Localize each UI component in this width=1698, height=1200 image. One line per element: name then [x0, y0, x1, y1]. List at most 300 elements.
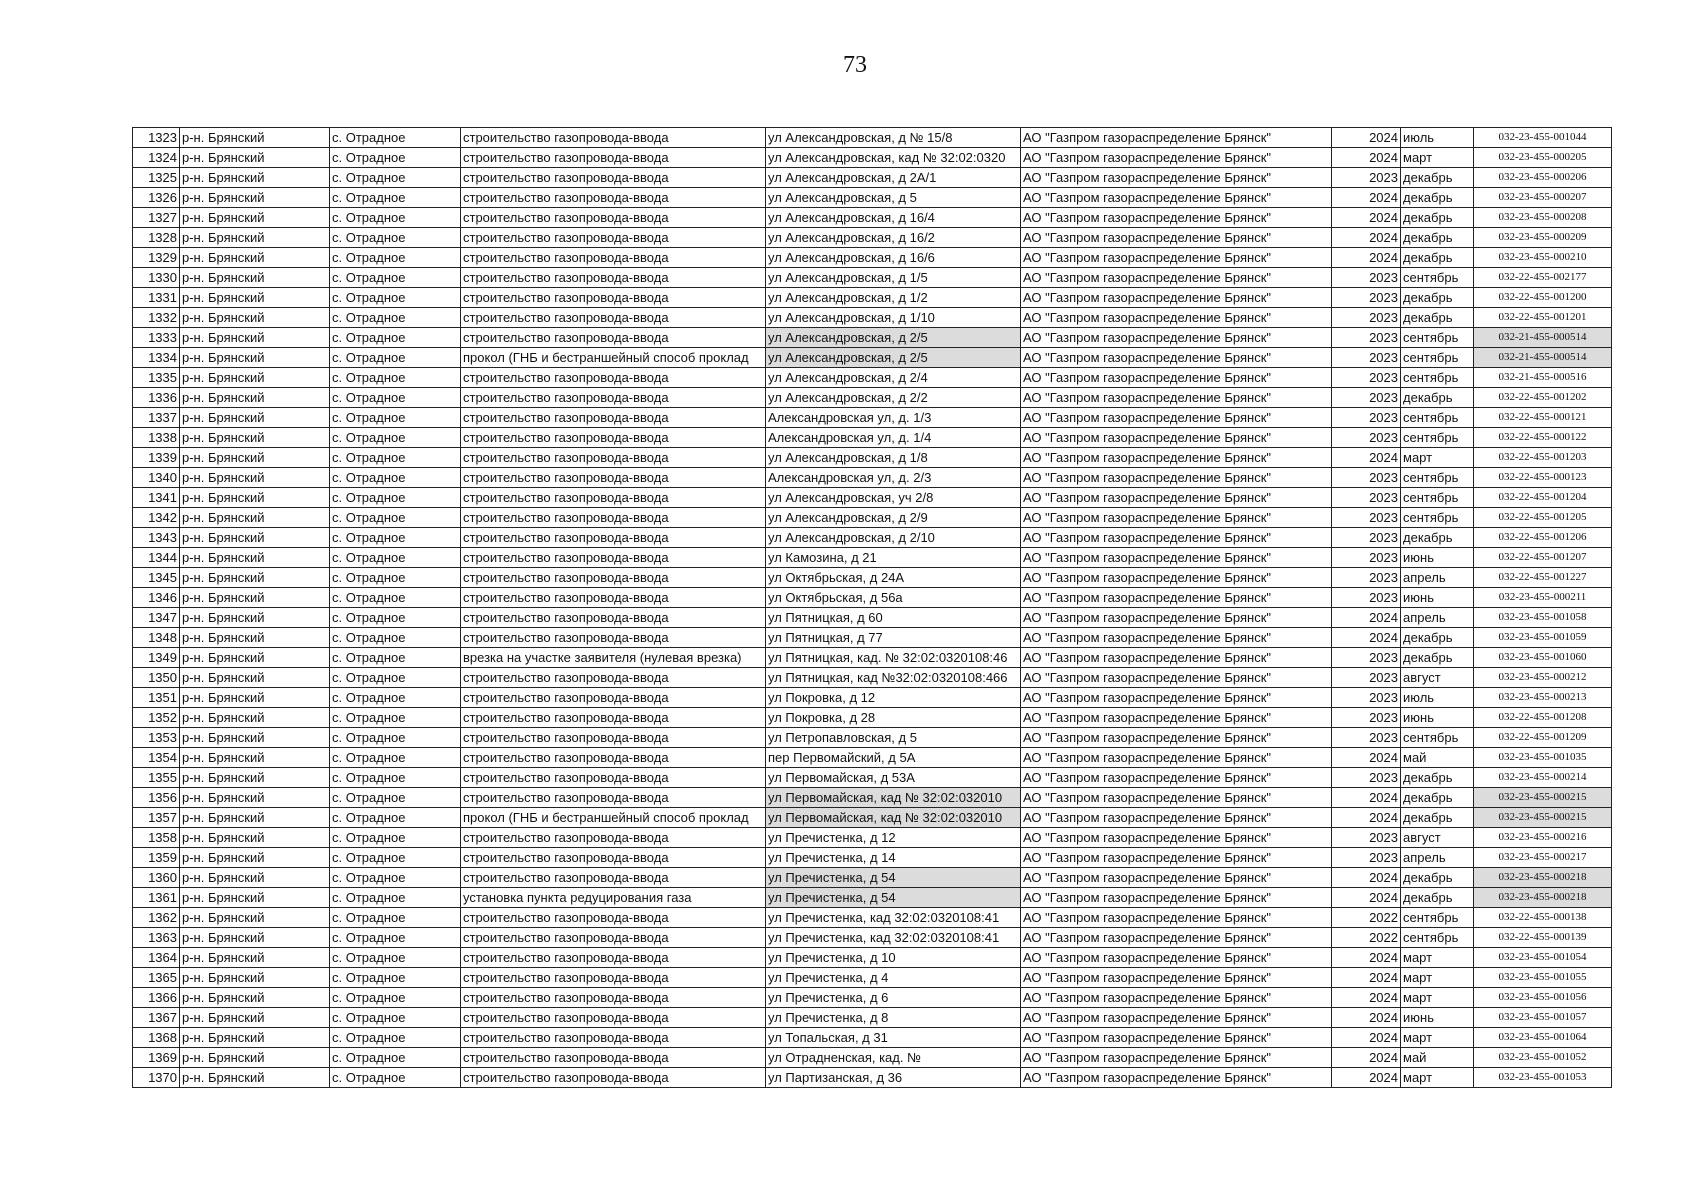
table-row: [133, 988, 1612, 1008]
cell-code: 032-22-455-001200: [1474, 288, 1612, 308]
cell-code: 032-23-455-001054: [1474, 948, 1612, 968]
cell-district: р-н. Брянский: [180, 1028, 330, 1048]
cell-month: декабрь: [1401, 648, 1474, 668]
cell-work: строительство газопровода-ввода: [461, 328, 766, 348]
cell-locality: с. Отрадное: [330, 888, 461, 908]
cell-district: р-н. Брянский: [180, 348, 330, 368]
cell-district: р-н. Брянский: [180, 768, 330, 788]
cell-locality: с. Отрадное: [330, 548, 461, 568]
cell-locality: с. Отрадное: [330, 908, 461, 928]
table-row: [133, 648, 1612, 668]
cell-num: 1339: [133, 448, 180, 468]
cell-work: строительство газопровода-ввода: [461, 748, 766, 768]
cell-address: ул Пречистенка, кад 32:02:0320108:41: [766, 928, 1021, 948]
cell-year: 2024: [1332, 748, 1401, 768]
cell-org: АО "Газпром газораспределение Брянск": [1021, 1008, 1332, 1028]
table-row: [133, 148, 1612, 168]
cell-code: 032-22-455-001207: [1474, 548, 1612, 568]
cell-year: 2024: [1332, 868, 1401, 888]
cell-district: р-н. Брянский: [180, 848, 330, 868]
cell-locality: с. Отрадное: [330, 148, 461, 168]
cell-code: 032-23-455-001035: [1474, 748, 1612, 768]
cell-num: 1356: [133, 788, 180, 808]
cell-code: 032-23-455-000207: [1474, 188, 1612, 208]
cell-district: р-н. Брянский: [180, 528, 330, 548]
cell-locality: с. Отрадное: [330, 228, 461, 248]
cell-code: 032-23-455-001064: [1474, 1028, 1612, 1048]
cell-year: 2024: [1332, 1048, 1401, 1068]
cell-month: сентябрь: [1401, 428, 1474, 448]
cell-locality: с. Отрадное: [330, 308, 461, 328]
cell-address: ул Октябрьская, д 56а: [766, 588, 1021, 608]
cell-org: АО "Газпром газораспределение Брянск": [1021, 848, 1332, 868]
cell-district: р-н. Брянский: [180, 128, 330, 148]
cell-locality: с. Отрадное: [330, 988, 461, 1008]
cell-district: р-н. Брянский: [180, 628, 330, 648]
cell-org: АО "Газпром газораспределение Брянск": [1021, 728, 1332, 748]
table-row: [133, 808, 1612, 828]
cell-locality: с. Отрадное: [330, 368, 461, 388]
table-row: [133, 728, 1612, 748]
cell-work: строительство газопровода-ввода: [461, 308, 766, 328]
cell-address: ул Александровская, д 2/5: [766, 348, 1021, 368]
cell-org: АО "Газпром газораспределение Брянск": [1021, 1028, 1332, 1048]
cell-locality: с. Отрадное: [330, 608, 461, 628]
cell-year: 2023: [1332, 168, 1401, 188]
cell-work: строительство газопровода-ввода: [461, 1028, 766, 1048]
cell-address: ул Александровская, д 1/10: [766, 308, 1021, 328]
cell-locality: с. Отрадное: [330, 748, 461, 768]
cell-locality: с. Отрадное: [330, 588, 461, 608]
cell-locality: с. Отрадное: [330, 328, 461, 348]
cell-work: строительство газопровода-ввода: [461, 728, 766, 748]
cell-num: 1366: [133, 988, 180, 1008]
cell-code: 032-23-455-001053: [1474, 1068, 1612, 1088]
cell-district: р-н. Брянский: [180, 288, 330, 308]
cell-num: 1328: [133, 228, 180, 248]
cell-work: строительство газопровода-ввода: [461, 848, 766, 868]
cell-year: 2023: [1332, 568, 1401, 588]
page-number: 73: [843, 52, 867, 78]
cell-code: 032-22-455-001202: [1474, 388, 1612, 408]
table-row: [133, 128, 1612, 148]
cell-year: 2024: [1332, 448, 1401, 468]
cell-work: строительство газопровода-ввода: [461, 608, 766, 628]
table-row: [133, 1068, 1612, 1088]
cell-code: 032-22-455-000123: [1474, 468, 1612, 488]
cell-num: 1325: [133, 168, 180, 188]
records-table: [132, 127, 1612, 1088]
cell-district: р-н. Брянский: [180, 608, 330, 628]
cell-work: строительство газопровода-ввода: [461, 828, 766, 848]
cell-year: 2023: [1332, 648, 1401, 668]
cell-address: ул Первомайская, кад № 32:02:032010: [766, 808, 1021, 828]
cell-month: апрель: [1401, 848, 1474, 868]
cell-code: 032-22-455-000139: [1474, 928, 1612, 948]
table-row: [133, 908, 1612, 928]
cell-year: 2024: [1332, 888, 1401, 908]
cell-num: 1334: [133, 348, 180, 368]
cell-month: декабрь: [1401, 188, 1474, 208]
table-row: [133, 268, 1612, 288]
cell-month: июнь: [1401, 548, 1474, 568]
cell-org: АО "Газпром газораспределение Брянск": [1021, 988, 1332, 1008]
cell-num: 1363: [133, 928, 180, 948]
cell-district: р-н. Брянский: [180, 248, 330, 268]
cell-address: ул Александровская, д 2А/1: [766, 168, 1021, 188]
cell-num: 1370: [133, 1068, 180, 1088]
cell-district: р-н. Брянский: [180, 268, 330, 288]
cell-year: 2023: [1332, 488, 1401, 508]
cell-locality: с. Отрадное: [330, 1048, 461, 1068]
cell-org: АО "Газпром газораспределение Брянск": [1021, 268, 1332, 288]
cell-district: р-н. Брянский: [180, 428, 330, 448]
cell-year: 2024: [1332, 628, 1401, 648]
table-row: [133, 528, 1612, 548]
cell-locality: с. Отрадное: [330, 928, 461, 948]
cell-month: май: [1401, 1048, 1474, 1068]
cell-year: 2024: [1332, 948, 1401, 968]
cell-month: декабрь: [1401, 788, 1474, 808]
cell-locality: с. Отрадное: [330, 348, 461, 368]
cell-org: АО "Газпром газораспределение Брянск": [1021, 448, 1332, 468]
cell-month: август: [1401, 828, 1474, 848]
cell-district: р-н. Брянский: [180, 708, 330, 728]
cell-district: р-н. Брянский: [180, 368, 330, 388]
cell-year: 2024: [1332, 608, 1401, 628]
cell-num: 1345: [133, 568, 180, 588]
table-row: [133, 668, 1612, 688]
cell-locality: с. Отрадное: [330, 788, 461, 808]
cell-district: р-н. Брянский: [180, 168, 330, 188]
cell-work: строительство газопровода-ввода: [461, 188, 766, 208]
cell-year: 2023: [1332, 368, 1401, 388]
cell-month: сентябрь: [1401, 328, 1474, 348]
cell-work: строительство газопровода-ввода: [461, 1068, 766, 1088]
cell-num: 1354: [133, 748, 180, 768]
cell-num: 1367: [133, 1008, 180, 1028]
cell-address: ул Партизанская, д 36: [766, 1068, 1021, 1088]
cell-code: 032-23-455-000209: [1474, 228, 1612, 248]
cell-locality: с. Отрадное: [330, 1028, 461, 1048]
table-row: [133, 328, 1612, 348]
cell-locality: с. Отрадное: [330, 688, 461, 708]
cell-num: 1358: [133, 828, 180, 848]
cell-org: АО "Газпром газораспределение Брянск": [1021, 348, 1332, 368]
table-row: [133, 1028, 1612, 1048]
cell-month: декабрь: [1401, 248, 1474, 268]
cell-year: 2024: [1332, 988, 1401, 1008]
cell-num: 1364: [133, 948, 180, 968]
cell-month: декабрь: [1401, 288, 1474, 308]
table-row: [133, 168, 1612, 188]
table-row: [133, 428, 1612, 448]
cell-address: ул Пречистенка, д 10: [766, 948, 1021, 968]
cell-address: ул Камозина, д 21: [766, 548, 1021, 568]
table-row: [133, 288, 1612, 308]
cell-district: р-н. Брянский: [180, 508, 330, 528]
cell-month: сентябрь: [1401, 268, 1474, 288]
cell-year: 2023: [1332, 308, 1401, 328]
cell-address: ул Александровская, д 2/2: [766, 388, 1021, 408]
cell-district: р-н. Брянский: [180, 988, 330, 1008]
cell-locality: с. Отрадное: [330, 408, 461, 428]
cell-month: декабрь: [1401, 528, 1474, 548]
cell-address: ул Октябрьская, д 24А: [766, 568, 1021, 588]
cell-work: строительство газопровода-ввода: [461, 508, 766, 528]
cell-address: ул Пречистенка, д 4: [766, 968, 1021, 988]
cell-address: ул Александровская, уч 2/8: [766, 488, 1021, 508]
cell-work: строительство газопровода-ввода: [461, 248, 766, 268]
table-row: [133, 488, 1612, 508]
cell-num: 1347: [133, 608, 180, 628]
cell-org: АО "Газпром газораспределение Брянск": [1021, 1048, 1332, 1068]
cell-code: 032-23-455-000218: [1474, 868, 1612, 888]
cell-code: 032-22-455-001204: [1474, 488, 1612, 508]
cell-num: 1362: [133, 908, 180, 928]
cell-district: р-н. Брянский: [180, 728, 330, 748]
cell-num: 1349: [133, 648, 180, 668]
cell-month: март: [1401, 148, 1474, 168]
cell-num: 1353: [133, 728, 180, 748]
cell-code: 032-23-455-001058: [1474, 608, 1612, 628]
cell-work: строительство газопровода-ввода: [461, 668, 766, 688]
cell-work: строительство газопровода-ввода: [461, 368, 766, 388]
cell-work: строительство газопровода-ввода: [461, 168, 766, 188]
cell-work: строительство газопровода-ввода: [461, 268, 766, 288]
cell-org: АО "Газпром газораспределение Брянск": [1021, 648, 1332, 668]
table-row: [133, 388, 1612, 408]
cell-year: 2023: [1332, 288, 1401, 308]
cell-org: АО "Газпром газораспределение Брянск": [1021, 668, 1332, 688]
cell-year: 2024: [1332, 968, 1401, 988]
cell-district: р-н. Брянский: [180, 308, 330, 328]
cell-num: 1324: [133, 148, 180, 168]
table-row: [133, 968, 1612, 988]
cell-org: АО "Газпром газораспределение Брянск": [1021, 528, 1332, 548]
cell-org: АО "Газпром газораспределение Брянск": [1021, 288, 1332, 308]
cell-year: 2024: [1332, 1028, 1401, 1048]
table-row: [133, 628, 1612, 648]
table-row: [133, 188, 1612, 208]
cell-district: р-н. Брянский: [180, 388, 330, 408]
cell-locality: с. Отрадное: [330, 568, 461, 588]
cell-work: строительство газопровода-ввода: [461, 988, 766, 1008]
cell-district: р-н. Брянский: [180, 188, 330, 208]
cell-locality: с. Отрадное: [330, 428, 461, 448]
cell-code: 032-23-455-001052: [1474, 1048, 1612, 1068]
cell-year: 2024: [1332, 788, 1401, 808]
cell-work: строительство газопровода-ввода: [461, 968, 766, 988]
cell-month: март: [1401, 948, 1474, 968]
cell-locality: с. Отрадное: [330, 128, 461, 148]
cell-month: май: [1401, 748, 1474, 768]
cell-district: р-н. Брянский: [180, 1048, 330, 1068]
cell-year: 2023: [1332, 388, 1401, 408]
cell-locality: с. Отрадное: [330, 768, 461, 788]
cell-code: 032-23-455-000206: [1474, 168, 1612, 188]
cell-locality: с. Отрадное: [330, 528, 461, 548]
cell-address: ул Пречистенка, д 14: [766, 848, 1021, 868]
cell-address: пер Первомайский, д 5А: [766, 748, 1021, 768]
cell-num: 1357: [133, 808, 180, 828]
cell-month: март: [1401, 1028, 1474, 1048]
cell-district: р-н. Брянский: [180, 648, 330, 668]
cell-num: 1332: [133, 308, 180, 328]
cell-work: строительство газопровода-ввода: [461, 928, 766, 948]
cell-code: 032-23-455-000218: [1474, 888, 1612, 908]
cell-num: 1342: [133, 508, 180, 528]
cell-locality: с. Отрадное: [330, 848, 461, 868]
table-row: [133, 768, 1612, 788]
cell-locality: с. Отрадное: [330, 628, 461, 648]
cell-locality: с. Отрадное: [330, 448, 461, 468]
cell-district: р-н. Брянский: [180, 208, 330, 228]
cell-code: 032-23-455-001056: [1474, 988, 1612, 1008]
cell-address: ул Покровка, д 12: [766, 688, 1021, 708]
cell-address: ул Александровская, д 1/8: [766, 448, 1021, 468]
cell-work: строительство газопровода-ввода: [461, 288, 766, 308]
cell-month: сентябрь: [1401, 368, 1474, 388]
cell-code: 032-23-455-000210: [1474, 248, 1612, 268]
cell-year: 2022: [1332, 928, 1401, 948]
cell-district: р-н. Брянский: [180, 788, 330, 808]
cell-code: 032-23-455-000217: [1474, 848, 1612, 868]
cell-address: ул Александровская, д 2/4: [766, 368, 1021, 388]
cell-address: ул Петропавловская, д 5: [766, 728, 1021, 748]
cell-num: 1360: [133, 868, 180, 888]
cell-year: 2023: [1332, 668, 1401, 688]
cell-district: р-н. Брянский: [180, 1008, 330, 1028]
cell-year: 2023: [1332, 728, 1401, 748]
cell-district: р-н. Брянский: [180, 948, 330, 968]
cell-district: р-н. Брянский: [180, 588, 330, 608]
cell-month: сентябрь: [1401, 408, 1474, 428]
cell-district: р-н. Брянский: [180, 868, 330, 888]
cell-address: ул Александровская, кад № 32:02:0320: [766, 148, 1021, 168]
table-row: [133, 1048, 1612, 1068]
cell-address: ул Пятницкая, кад. № 32:02:0320108:46: [766, 648, 1021, 668]
cell-work: строительство газопровода-ввода: [461, 488, 766, 508]
cell-year: 2023: [1332, 408, 1401, 428]
cell-code: 032-23-455-000215: [1474, 788, 1612, 808]
cell-code: 032-21-455-000514: [1474, 328, 1612, 348]
cell-year: 2023: [1332, 828, 1401, 848]
cell-work: строительство газопровода-ввода: [461, 548, 766, 568]
cell-address: ул Александровская, д 5: [766, 188, 1021, 208]
cell-locality: с. Отрадное: [330, 868, 461, 888]
cell-month: декабрь: [1401, 888, 1474, 908]
cell-work: строительство газопровода-ввода: [461, 148, 766, 168]
cell-org: АО "Газпром газораспределение Брянск": [1021, 628, 1332, 648]
cell-year: 2022: [1332, 908, 1401, 928]
cell-org: АО "Газпром газораспределение Брянск": [1021, 188, 1332, 208]
cell-year: 2024: [1332, 208, 1401, 228]
cell-month: декабрь: [1401, 208, 1474, 228]
cell-month: декабрь: [1401, 228, 1474, 248]
cell-num: 1355: [133, 768, 180, 788]
cell-year: 2023: [1332, 428, 1401, 448]
cell-address: ул Топальская, д 31: [766, 1028, 1021, 1048]
cell-locality: с. Отрадное: [330, 388, 461, 408]
cell-org: АО "Газпром газораспределение Брянск": [1021, 968, 1332, 988]
cell-month: декабрь: [1401, 168, 1474, 188]
cell-district: р-н. Брянский: [180, 488, 330, 508]
table-row: [133, 508, 1612, 528]
cell-month: март: [1401, 1068, 1474, 1088]
cell-code: 032-21-455-000516: [1474, 368, 1612, 388]
cell-month: апрель: [1401, 568, 1474, 588]
cell-code: 032-22-455-001208: [1474, 708, 1612, 728]
cell-work: врезка на участке заявителя (нулевая врезка): [461, 648, 766, 668]
cell-org: АО "Газпром газораспределение Брянск": [1021, 888, 1332, 908]
cell-org: АО "Газпром газораспределение Брянск": [1021, 788, 1332, 808]
cell-org: АО "Газпром газораспределение Брянск": [1021, 208, 1332, 228]
cell-code: 032-23-455-001055: [1474, 968, 1612, 988]
table-row: [133, 348, 1612, 368]
cell-org: АО "Газпром газораспределение Брянск": [1021, 428, 1332, 448]
cell-locality: с. Отрадное: [330, 968, 461, 988]
cell-year: 2023: [1332, 468, 1401, 488]
cell-address: ул Пятницкая, д 77: [766, 628, 1021, 648]
cell-district: р-н. Брянский: [180, 828, 330, 848]
cell-month: июнь: [1401, 588, 1474, 608]
cell-org: АО "Газпром газораспределение Брянск": [1021, 708, 1332, 728]
cell-num: 1361: [133, 888, 180, 908]
cell-work: строительство газопровода-ввода: [461, 568, 766, 588]
cell-code: 032-23-455-000205: [1474, 148, 1612, 168]
cell-code: 032-22-455-001227: [1474, 568, 1612, 588]
table-row: [133, 468, 1612, 488]
cell-month: декабрь: [1401, 628, 1474, 648]
cell-locality: с. Отрадное: [330, 1008, 461, 1028]
cell-num: 1337: [133, 408, 180, 428]
cell-org: АО "Газпром газораспределение Брянск": [1021, 588, 1332, 608]
cell-month: декабрь: [1401, 808, 1474, 828]
cell-district: р-н. Брянский: [180, 968, 330, 988]
cell-code: 032-23-455-001044: [1474, 128, 1612, 148]
cell-work: строительство газопровода-ввода: [461, 408, 766, 428]
cell-year: 2024: [1332, 228, 1401, 248]
table-row: [133, 308, 1612, 328]
cell-address: Александровская ул, д. 1/3: [766, 408, 1021, 428]
cell-org: АО "Газпром газораспределение Брянск": [1021, 908, 1332, 928]
table-row: [133, 788, 1612, 808]
cell-org: АО "Газпром газораспределение Брянск": [1021, 388, 1332, 408]
cell-district: р-н. Брянский: [180, 228, 330, 248]
cell-org: АО "Газпром газораспределение Брянск": [1021, 408, 1332, 428]
cell-month: март: [1401, 968, 1474, 988]
cell-code: 032-22-455-001205: [1474, 508, 1612, 528]
cell-num: 1326: [133, 188, 180, 208]
cell-district: р-н. Брянский: [180, 668, 330, 688]
cell-year: 2024: [1332, 128, 1401, 148]
cell-num: 1346: [133, 588, 180, 608]
cell-address: Александровская ул, д. 1/4: [766, 428, 1021, 448]
table-row: [133, 1008, 1612, 1028]
cell-address: ул Александровская, д 1/5: [766, 268, 1021, 288]
cell-work: установка пункта редуцирования газа: [461, 888, 766, 908]
table-row: [133, 408, 1612, 428]
cell-locality: с. Отрадное: [330, 508, 461, 528]
table-row: [133, 208, 1612, 228]
cell-code: 032-23-455-000213: [1474, 688, 1612, 708]
cell-district: р-н. Брянский: [180, 568, 330, 588]
table-row: [133, 888, 1612, 908]
cell-work: строительство газопровода-ввода: [461, 708, 766, 728]
cell-org: АО "Газпром газораспределение Брянск": [1021, 868, 1332, 888]
cell-org: АО "Газпром газораспределение Брянск": [1021, 748, 1332, 768]
